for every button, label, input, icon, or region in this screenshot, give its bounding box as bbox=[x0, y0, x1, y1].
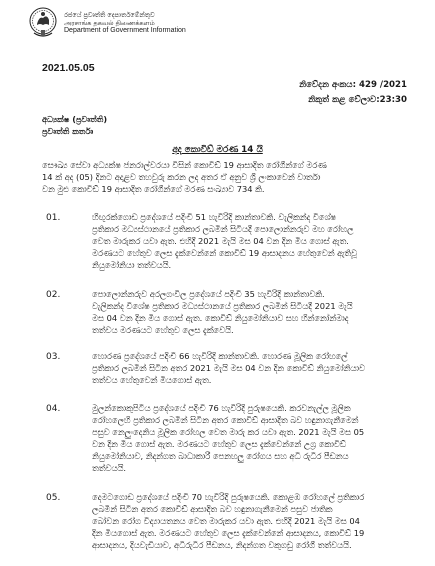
item-line: පොලොන්නරුව අරලගංවිල ප්‍රදේශයේ පදිංචි 35 හැවිරිදි කාන්තාවකි. bbox=[92, 289, 325, 299]
letterhead-sinhala: රජයේ ප්‍රවෘත්ති දෙපාර්තමේන්තුව bbox=[64, 11, 155, 19]
item-line: දෙමටගොඩ ප්‍රදේශයේ පදිංචි 70 හැවිරිදි පුරුෂයෙකි. කොළඹ රෝහලේ ප්‍රතිකාර bbox=[92, 492, 365, 502]
document-date: 2021.05.05 bbox=[42, 62, 95, 74]
death-report-item bbox=[92, 492, 404, 552]
death-report-item bbox=[92, 289, 404, 337]
item-number: 03. bbox=[46, 352, 61, 362]
item-line: පසුව නෙලුංදෙනිය මූලික රෝහල වෙත මාරු කර යවා ඇත. 2021 මැයි මස 05 bbox=[92, 426, 365, 437]
release-title: අද කොවිඩ් මරණ 14 යි bbox=[172, 145, 263, 155]
intro-line: වන මුළු කොවිඩ් 19 ආසාදිත රෝගීන්ගේ මරණ සංඛ්‍යාව 734 කි. bbox=[42, 183, 265, 194]
item-line: ලබමින් සිටින අතර කොවිඩ් ආසාදිත බව හඳුනාගැනීමෙන් පසුව ජාතික bbox=[92, 503, 333, 514]
death-report-item bbox=[92, 212, 404, 272]
death-report-item bbox=[92, 351, 404, 387]
item-line: ප්‍රතිකාර ලබමින් සිටින අතර 2021 මැයි මස 04 වන දින කොවිඩ් නියුමෝනියාව bbox=[92, 362, 365, 373]
item-number: 04. bbox=[46, 404, 61, 414]
addressee-editor: ප්‍රවෘත්ති කර්තෘ bbox=[42, 126, 94, 136]
item-line: රෝහලෙහි ප්‍රතිකාර ලබමින් සිටින අතර කොවිඩ් ආසාදිත බව හඳුනාගැනීමෙන් bbox=[92, 414, 359, 425]
item-line: හොරණ ප්‍රදේශයේ පදිංචි 66 හැවිරිදි කාන්තාවකි. හොරණ මූලික රෝහලේ bbox=[92, 351, 348, 361]
item-line: තත්වය හේතුවෙන් මියගොස් ඇත. bbox=[92, 374, 212, 385]
item-line: ප්‍රතිකාර මධ්‍යස්ථානයේ ප්‍රතිකාර ලබමින් සිටියදී පොලොන්නරුව මහ රෝහල bbox=[92, 223, 354, 234]
item-line: තත්වයයි. bbox=[92, 462, 127, 473]
item-line: වන දින මිය ගොස් ඇත. මරණයට හේතුව ලෙස දැක්වෙන්නේ උග්‍ර කොවිඩ් bbox=[92, 438, 346, 449]
letterhead-english: Department of Government Information bbox=[64, 27, 186, 35]
item-number: 01. bbox=[46, 213, 61, 223]
item-line: වැලිකන්ද විශේෂ ප්‍රතිකාර මධ්‍යස්ථානයේ ප්‍රතිකාර ලබමින් සිටියදී 2021 මැයි bbox=[92, 300, 353, 311]
government-emblem-icon bbox=[28, 6, 58, 40]
letterhead-tamil: அரசாங்க தகவல் திணைக்களம் bbox=[64, 19, 155, 28]
item-line: මුලන්කොකුපිටිය ප්‍රදේශයේ පදිංචි 76 හැවිරිදි පුරුෂයෙකි. කරවනැල්ල මූලික bbox=[92, 403, 351, 413]
item-line: හිඟුරක්ගොඩ ප්‍රදේශයේ පදිංචි 51 හැවිරිදි කාන්තාවකි. වැලිකන්ද විශේෂ bbox=[92, 212, 337, 222]
item-line: නියුමෝනියා තත්වයයි. bbox=[92, 259, 172, 270]
item-line: වෙත මාරුකර යවා ඇත. එහිදී 2021 මැයි මස 04 වන දින මිය ගොස් ඇත. bbox=[92, 235, 349, 246]
addressee-director: අධ්‍යක්ෂ (ප්‍රවෘත්ති) bbox=[42, 114, 108, 124]
item-line: බෝවන රෝග විද්‍යායතනය වෙත මාරුකර යවා ඇත. එහිදී 2021 මැයි මස 04 bbox=[92, 515, 360, 526]
letterhead bbox=[28, 6, 288, 42]
item-line: තත්වය මරණයට හේතුව ලෙස දැක්වෙයි. bbox=[92, 324, 234, 335]
release-time: නිකුත් කළ වේලාව:23:30 bbox=[308, 95, 407, 105]
release-number: නිවේදන අංකය: 429 /2021 bbox=[299, 80, 407, 90]
item-line: මරණයට හේතුව ලෙස දැක්වෙන්නේ කොවිඩ් 19 ආසාදනය හේතුවෙන් ඇතිවූ bbox=[92, 247, 358, 258]
intro-paragraph bbox=[42, 160, 402, 196]
item-number: 05. bbox=[46, 493, 61, 503]
intro-line: 14 ක් අද (05) දිනට අදාළව තහවුරු කරන ලද අතර ඒ අනුව ශ්‍රී ලංකාවෙන් වාර්තා bbox=[42, 171, 321, 182]
death-report-item bbox=[92, 403, 404, 474]
item-line: නියුමෝනියාව, නිදන්ගත බාධාකාරී පෙනහලු රෝගය සහ අධි රුධිර පීඩනය bbox=[92, 450, 349, 461]
item-number: 02. bbox=[46, 290, 61, 300]
item-line: දින මියගොස් ඇත. මරණයට හේතුව ලෙස දැක්වෙන්නේ ආසාදනය, කොවිඩ් 19 bbox=[92, 527, 365, 538]
item-line: ආසාදනය, දියවැඩියාව, අධිරුධිර පීඩනය, නිදන්ගත වකුගඩු රෝගී තත්වයයි. bbox=[92, 539, 352, 550]
item-line: මස 04 වන දින මිය ගොස් ඇත. කොවිඩ් නියුමෝනියාව සහ හින්නෝන්මාද bbox=[92, 312, 349, 323]
intro-line: සෞඛ්‍ය සේවා අධ්‍යක්ෂ ජනරාල්වරයා විසින් කොවිඩ් 19 ආසාදිත රෝගීන්ගේ මරණ bbox=[42, 160, 327, 170]
